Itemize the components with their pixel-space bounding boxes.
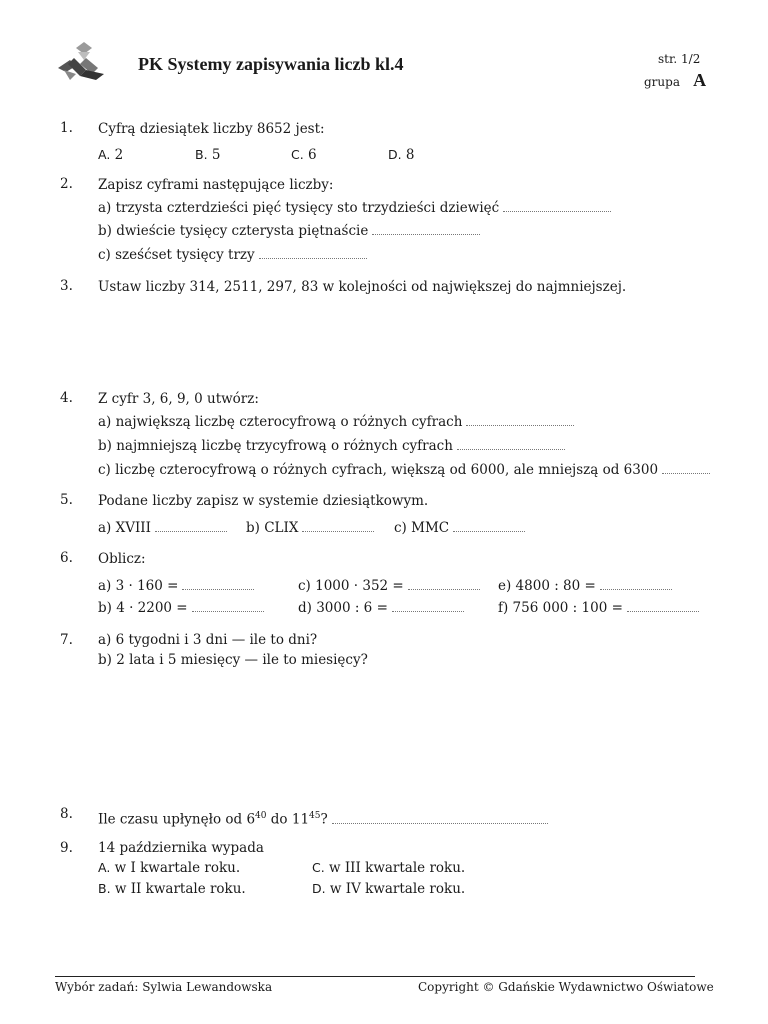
question-3-text: Ustaw liczby 314, 2511, 297, 83 w kolejności od największej do najmniejszej. — [98, 279, 627, 295]
question-1-number: 1. — [60, 120, 73, 136]
page-title: PK Systemy zapisywania liczb kl.4 — [138, 54, 404, 74]
question-7-item-b: b) 2 lata i 5 miesięcy — ile to miesięcy? — [98, 652, 368, 668]
question-5-number: 5. — [60, 492, 73, 508]
footer-divider — [55, 976, 695, 977]
answer-line[interactable] — [408, 577, 480, 590]
question-1-option-a: A. 2 — [98, 147, 124, 163]
answer-line[interactable] — [662, 461, 710, 474]
footer-author: Wybór zadań: Sylwia Lewandowska — [55, 980, 273, 994]
question-9-option-d: D. w IV kwartale roku. — [312, 881, 466, 897]
question-4-item-b: b) najmniejszą liczbę trzycyfrową o różnych cyfrach — [98, 436, 565, 456]
question-6-text: Oblicz: — [98, 551, 146, 567]
question-3-number: 3. — [60, 278, 73, 294]
answer-line[interactable] — [372, 222, 480, 235]
answer-line[interactable] — [627, 599, 699, 612]
footer-copyright: Copyright © Gdańskie Wydawnictwo Oświatowe — [418, 980, 714, 994]
question-5-item-b: b) CLIX — [246, 518, 374, 538]
answer-line[interactable] — [466, 413, 574, 426]
answer-line[interactable] — [453, 519, 525, 532]
question-4-item-c: c) liczbę czterocyfrową o różnych cyfrach, większą od 6000, ale mniejszą od 6300 — [98, 460, 710, 480]
question-2-text: Zapisz cyframi następujące liczby: — [98, 177, 334, 193]
answer-line[interactable] — [457, 437, 565, 450]
question-2-item-a: a) trzysta czterdzieści pięć tysięcy sto trzydzieści dziewięć — [98, 198, 611, 218]
answer-line[interactable] — [392, 599, 464, 612]
question-1-option-b: B. 5 — [195, 147, 221, 163]
publisher-logo — [56, 40, 106, 82]
group-indicator — [644, 70, 706, 91]
question-2-item-b: b) dwieście tysięcy czterysta piętnaście — [98, 221, 480, 241]
question-6-item-d: d) 3000 : 6 = — [298, 598, 464, 618]
question-1-text: Cyfrą dziesiątek liczby 8652 jest: — [98, 121, 325, 137]
question-4-item-a: a) największą liczbę czterocyfrową o różnych cyfrach — [98, 412, 574, 432]
question-5-item-c: c) MMC — [394, 518, 525, 538]
answer-line[interactable] — [600, 577, 672, 590]
question-4-number: 4. — [60, 390, 73, 406]
answer-line[interactable] — [332, 811, 548, 824]
question-9-option-b: B. w II kwartale roku. — [98, 881, 246, 897]
question-7-item-a: a) 6 tygodni i 3 dni — ile to dni? — [98, 632, 318, 648]
question-8-text: Ile czasu upłynęło od $6^{40}$ do $11^{45}$? — [98, 806, 548, 830]
question-9-option-a: A. w I kwartale roku. — [98, 860, 241, 876]
group-letter: A — [693, 70, 707, 90]
answer-line[interactable] — [302, 519, 374, 532]
question-9-option-c: C. w III kwartale roku. — [312, 860, 466, 876]
question-4-text: Z cyfr 3, 6, 9, 0 utwórz: — [98, 391, 259, 407]
question-1-option-c: C. 6 — [291, 147, 317, 163]
question-2-item-c: c) sześćset tysięcy trzy — [98, 245, 367, 265]
answer-line[interactable] — [503, 199, 611, 212]
question-6-item-c: c) 1000 · 352 = — [298, 576, 480, 596]
question-9-text: 14 października wypada — [98, 840, 264, 856]
answer-line[interactable] — [155, 519, 227, 532]
question-6-item-b: b) 4 · 2200 = — [98, 598, 264, 618]
question-5-item-a: a) XVIII — [98, 518, 227, 538]
question-8-number: 8. — [60, 806, 73, 822]
answer-line[interactable] — [192, 599, 264, 612]
answer-line[interactable] — [182, 577, 254, 590]
question-7-number: 7. — [60, 632, 73, 648]
question-6-item-a: a) 3 · 160 = — [98, 576, 254, 596]
question-6-number: 6. — [60, 550, 73, 566]
question-1-option-d: D. 8 — [388, 147, 415, 163]
question-9-number: 9. — [60, 840, 73, 856]
page-number: str. 1/2 — [658, 52, 701, 66]
question-2-number: 2. — [60, 176, 73, 192]
answer-line[interactable] — [259, 246, 367, 259]
question-5-text: Podane liczby zapisz w systemie dziesiątkowym. — [98, 493, 429, 509]
question-6-item-e: e) 4800 : 80 = — [498, 576, 672, 596]
question-6-item-f: f) 756 000 : 100 = — [498, 598, 699, 618]
group-label: grupa — [644, 75, 680, 89]
